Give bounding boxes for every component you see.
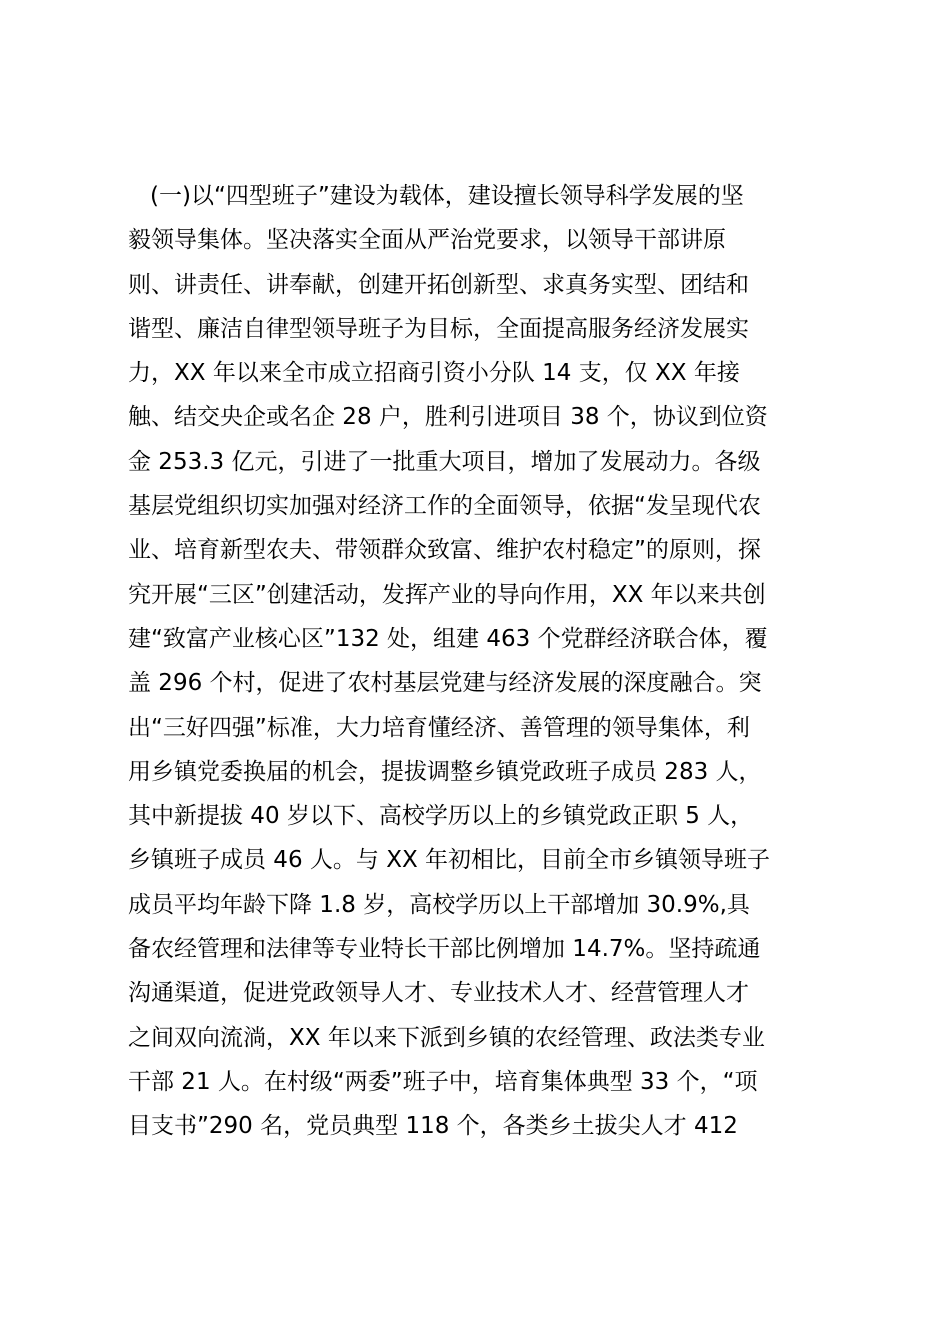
text-line: 谐型、廉洁自律型领导班子为目标，全面提高服务经济发展实	[128, 315, 749, 342]
text-line: 建“致富产业核心区”132 处，组建 463 个党群经济联合体，覆	[128, 625, 768, 652]
text-line: 则、讲责任、讲奉献，创建开拓创新型、求真务实型、团结和	[128, 271, 749, 298]
text-line: 盖 296 个村，促进了农村基层党建与经济发展的深度融合。突	[128, 670, 762, 697]
text-line: 之间双向流淌，XX 年以来下派到乡镇的农经管理、政法类专业	[128, 1024, 765, 1051]
text-line: 乡镇班子成员 46 人。与 XX 年初相比，目前全市乡镇领导班子	[128, 847, 771, 874]
text-line: 力，XX 年以来全市成立招商引资小分队 14 支，仅 XX 年接	[128, 360, 740, 387]
text-line: 出“三好四强”标准，大力培育懂经济、善管理的领导集体，利	[128, 714, 750, 741]
text-line: 其中新提拔 40 岁以下、高校学历以上的乡镇党政正职 5 人，	[128, 803, 754, 830]
text-line: 基层党组织切实加强对经济工作的全面领导，依据“发呈现代农	[128, 493, 761, 520]
text-line: 干部 21 人。在村级“两委”班子中，培育集体典型 33 个，“项	[128, 1068, 758, 1095]
text-line: 目支书”290 名，党员典型 118 个，各类乡土拔尖人才 412	[128, 1113, 738, 1140]
text-line: (一)以“四型班子”建设为载体，建设擅长领导科学发展的坚	[150, 183, 744, 209]
body-paragraph	[128, 174, 838, 1149]
text-line: 毅领导集体。坚决落实全面从严治党要求，以领导干部讲原	[128, 227, 726, 254]
text-line: 用乡镇党委换届的机会，提拔调整乡镇党政班子成员 283 人，	[128, 758, 762, 785]
text-line: 备农经管理和法律等专业特长干部比例增加 14.7%。坚持疏通	[128, 936, 761, 963]
text-line: 金 253.3 亿元，引进了一批重大项目，增加了发展动力。各级	[128, 448, 761, 475]
text-line: 成员平均年龄下降 1.8 岁，高校学历以上干部增加 30.9%,具	[128, 891, 750, 918]
text-line: 究开展“三区”创建活动，发挥产业的导向作用，XX 年以来共创	[128, 581, 766, 608]
text-line: 触、结交央企或名企 28 户，胜利引进项目 38 个，协议到位资	[128, 404, 768, 431]
text-line: 业、培育新型农夫、带领群众致富、维护农村稳定”的原则，探	[128, 537, 761, 564]
text-line: 沟通渠道，促进党政领导人才、专业技术人才、经营管理人才	[128, 980, 749, 1007]
